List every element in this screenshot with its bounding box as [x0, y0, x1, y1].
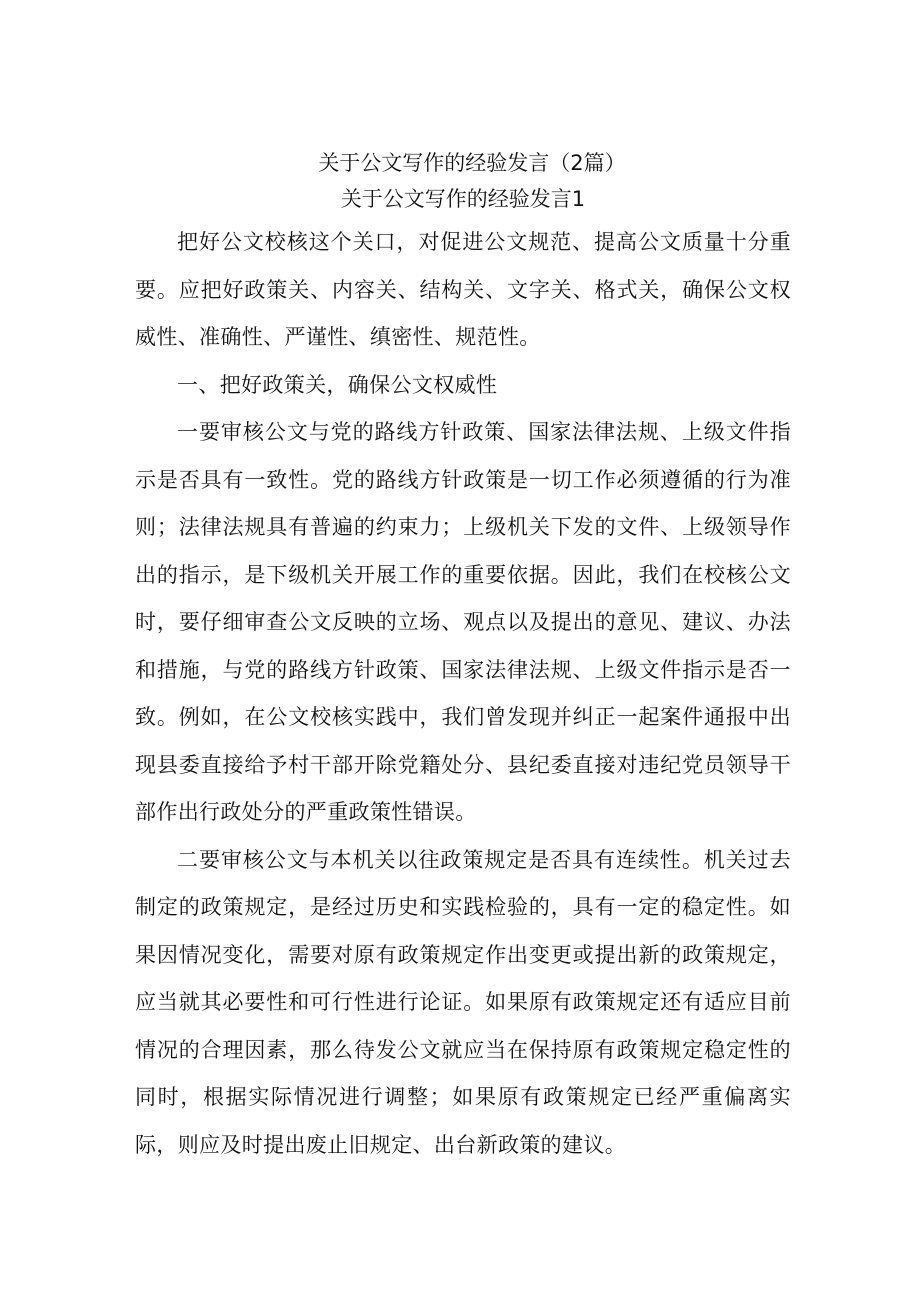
document-subtitle: 关于公文写作的经验发言1: [340, 187, 586, 211]
document-title: 关于公文写作的经验发言（2篇）: [318, 151, 626, 175]
section-heading: 一、把好政策关，确保公文权威性: [177, 372, 498, 397]
body-paragraph: 二要审核公文与本机关以往政策规定是否具有连续性。机关过去制定的政策规定，是经过历史和实践检验的，具有一定的稳定性。如果因情况变化，需要对原有政策规定作出变更或提出新的政策规定，应当就其必要性和可行性进行论证。如果原有政策规定还有适应目前情况的合理因素，那么待发公文就应当在保持原有政策规定稳定性的同时，根据实际情况进行调整；如果原有政策规定已经严重偏离实际，则应及时提出废止旧规定、出台新政策的建议。: [135, 847, 791, 1157]
document-body: [135, 145, 791, 1169]
intro-paragraph: 把好公文校核这个关口，对促进公文规范、提高公文质量十分重要。应把好政策关、内容关、结构关、文字关、格式关，确保公文权威性、准确性、严谨性、缜密性、规范性。: [135, 230, 791, 349]
body-paragraph: 一要审核公文与党的路线方针政策、国家法律法规、上级文件指示是否具有一致性。党的路线方针政策是一切工作必须遵循的行为准则；法律法规具有普遍的约束力；上级机关下发的文件、上级领导作出的指示，是下级机关开展工作的重要依据。因此，我们在校核公文时，要仔细审查公文反映的立场、观点以及提出的意见、建议、办法和措施，与党的路线方针政策、国家法律法规、上级文件指示是否一致。例如，在公文校核实践中，我们曾发现并纠正一起案件通报中出现县委直接给予村干部开除党籍处分、县纪委直接对违纪党员领导干部作出行政处分的严重政策性错误。: [135, 420, 791, 824]
